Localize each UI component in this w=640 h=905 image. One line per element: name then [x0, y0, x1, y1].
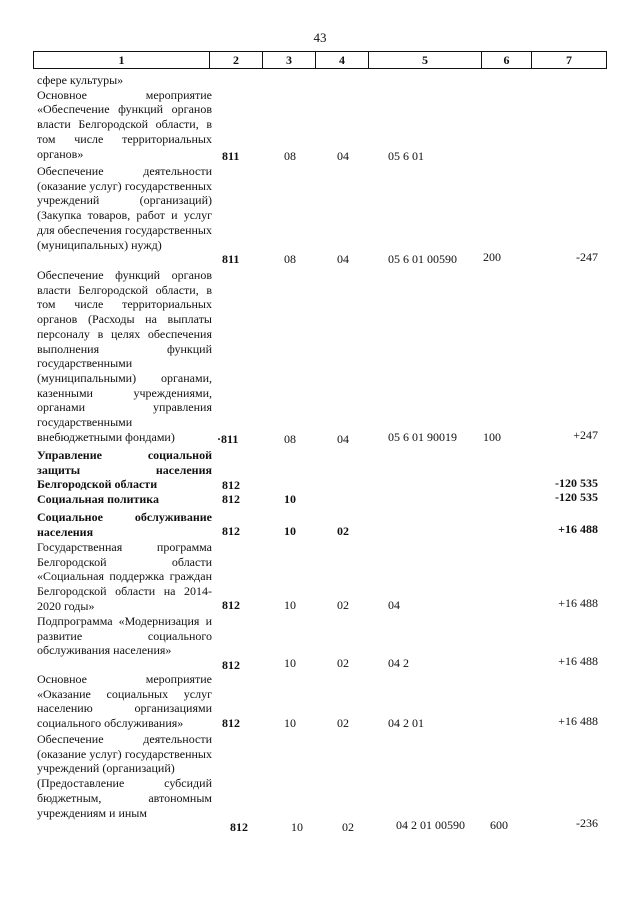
row-code: 812 [222, 478, 240, 492]
row-subsection: 04 [337, 252, 349, 266]
row-section: 10 [284, 492, 296, 506]
page-number: 43 [313, 30, 327, 45]
row-code: 811 [222, 149, 240, 163]
header-col-3: 3 [263, 52, 316, 68]
row-subsection: 02 [337, 716, 349, 730]
row-name: Социальное обслуживание населения [37, 510, 212, 539]
row-amount: +16 488 [558, 522, 598, 536]
row-amount: +16 488 [558, 654, 598, 668]
row-section: 10 [284, 598, 296, 612]
row-name: Государственная программа Белгородской области «Социальная поддержка граждан Белгородской области на 2014-2020 годы» [37, 540, 212, 613]
row-name: Управление социальной защиты населения Белгородской области [37, 448, 212, 492]
row-name: Подпрограмма «Модернизация и развитие социального обслуживания населения» [37, 614, 212, 658]
row-name: Социальная политика [37, 492, 160, 506]
row-name: Обеспечение функций органов власти Белгородской области, в том числе территориальных органов (Расходы на выплаты персоналу в целях обеспечения выполнения функций государственными (муниципальными) органами, казенными учреждениями, органами управления государственными внебюджетными фондами) [37, 268, 212, 444]
row-code: ·811 [217, 432, 239, 446]
row-amount: +247 [573, 428, 598, 442]
row-section: 08 [284, 252, 296, 266]
header-col-4: 4 [316, 52, 369, 68]
row-code: 812 [222, 492, 240, 506]
row-subsection: 02 [337, 656, 349, 670]
row-name: Обеспечение деятельности (оказание услуг) государственных учреждений (организаций) (Закупка товаров, работ и услуг для обеспечения государственных (муниципальных) нужд) [37, 164, 212, 252]
row-amount: -120 535 [555, 490, 598, 504]
row-section: 08 [284, 149, 296, 163]
row-code: 812 [222, 524, 240, 538]
row-amount: -120 535 [555, 476, 598, 490]
header-col-7: 7 [566, 53, 572, 67]
row-code: 812 [222, 598, 240, 612]
row-target: 05 6 01 90019 [388, 430, 457, 444]
row-section: 10 [284, 716, 296, 730]
row-target: 04 [388, 598, 400, 612]
header-col-1: 1 [34, 52, 210, 68]
row-target: 04 2 [388, 656, 409, 670]
row-target: 04 2 01 [388, 716, 424, 730]
header-col-6: 6 [482, 52, 532, 68]
row-type: 100 [483, 430, 501, 444]
header-col-2: 2 [210, 52, 263, 68]
row-subsection: 02 [337, 598, 349, 612]
row-subsection: 02 [337, 524, 349, 538]
row-code: 812 [222, 716, 240, 730]
row-section: 10 [284, 656, 296, 670]
row-code: 812 [222, 658, 240, 672]
row-target: 04 2 01 00590 [396, 818, 465, 832]
header-col-5: 5 [369, 52, 482, 68]
row-subsection: 02 [342, 820, 354, 834]
row-target: 05 6 01 [388, 149, 424, 163]
row-code: 811 [222, 252, 240, 266]
row-section: 08 [284, 432, 296, 446]
row-amount: +16 488 [558, 596, 598, 610]
row-type: 600 [490, 818, 508, 832]
row-target: 05 6 01 00590 [388, 252, 457, 266]
row-code: 812 [230, 820, 248, 834]
row-name: Основное мероприятие «Оказание социальных услуг населению организациями социального обслуживания» [37, 672, 212, 731]
row-amount: -236 [576, 816, 598, 830]
row-subsection: 04 [337, 432, 349, 446]
row-section: 10 [284, 524, 296, 538]
row-amount: -247 [576, 250, 598, 264]
row-subsection: 04 [337, 149, 349, 163]
row-amount: +16 488 [558, 714, 598, 728]
row-type: 200 [483, 250, 501, 264]
row-name: Обеспечение деятельности (оказание услуг) государственных учреждений (организаций) (Предоставление субсидий бюджетным, автономным учреждениям и иным [37, 732, 212, 820]
row-name: сфере культуры» Основное мероприятие «Обеспечение функций органов власти Белгородской области, в том числе территориальных органов» [37, 73, 212, 161]
row-section: 10 [291, 820, 303, 834]
